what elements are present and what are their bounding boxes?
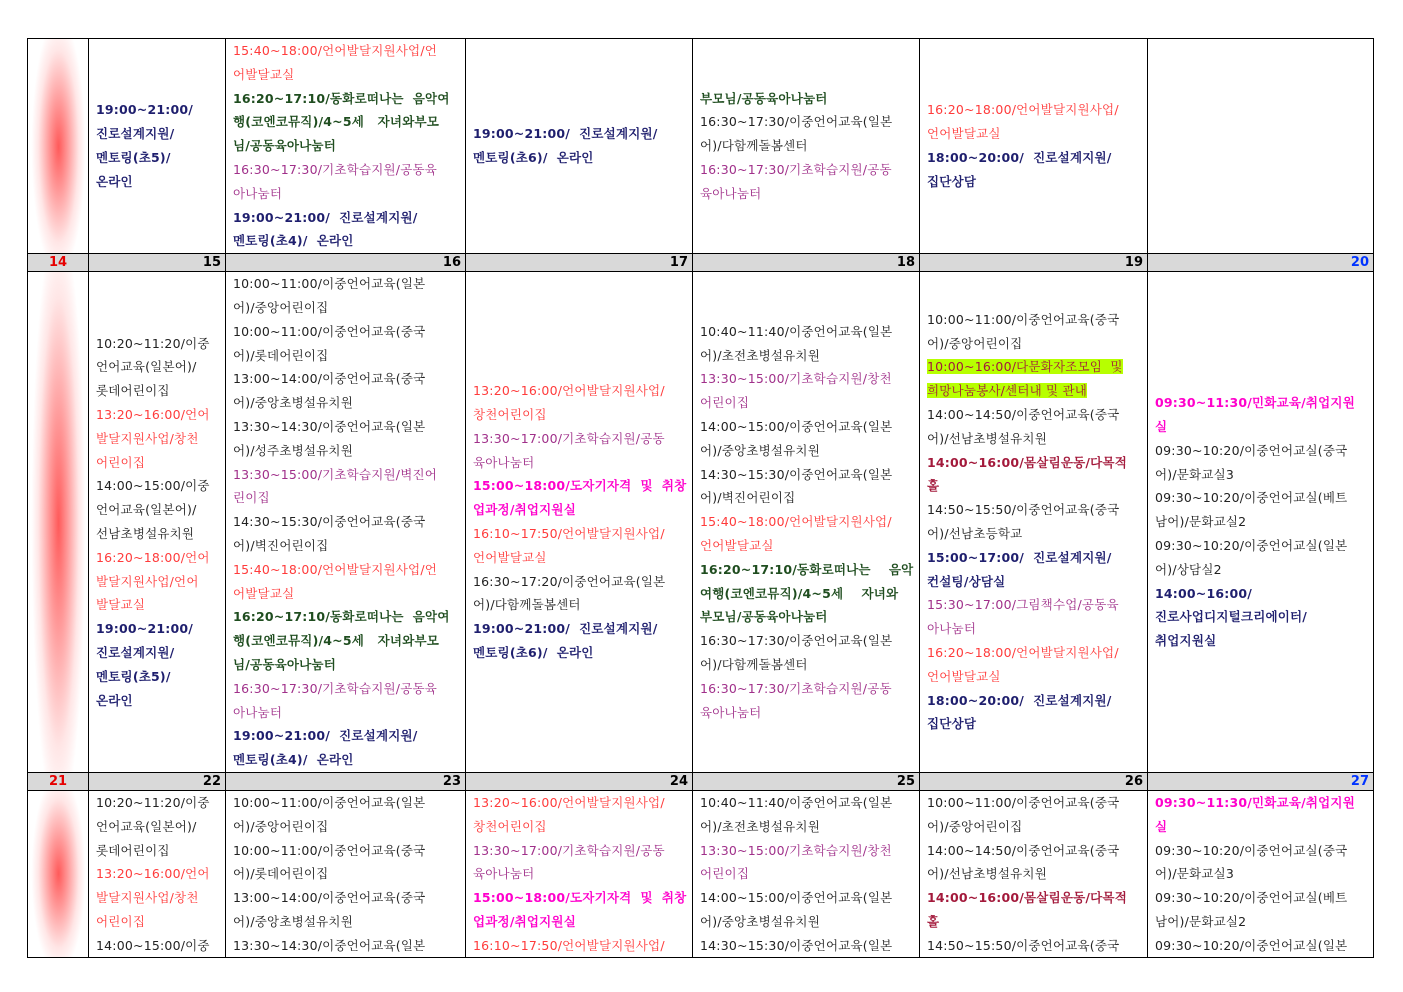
schedule-entry-line: 13:00~14:00/이중언어교육(중국 bbox=[233, 371, 426, 387]
schedule-entry-line: 어)/롯데어린이집 bbox=[233, 347, 329, 363]
schedule-entry-line: 16:30~17:30/기초학습지원/공동 bbox=[700, 680, 892, 696]
schedule-entry-line: 부모님/공동육아나눔터 bbox=[700, 90, 828, 106]
date-number: 20 bbox=[1148, 254, 1374, 272]
schedule-entry-line: 진로설계지원/ bbox=[96, 126, 175, 142]
schedule-entry-line: 어린이집 bbox=[700, 866, 750, 882]
schedule-entry-line: 16:30~17:30/기초학습지원/공동육 bbox=[233, 161, 438, 177]
day-cell bbox=[1148, 39, 1374, 254]
schedule-entry-line: 10:00~11:00/이중언어교육(중국 bbox=[927, 794, 1120, 810]
schedule-entry-line: 어)/중앙초병설유치원 bbox=[233, 395, 353, 411]
day-cell bbox=[466, 272, 693, 773]
date-number: 23 bbox=[226, 772, 466, 790]
schedule-entry-line: 어)/다함께돌봄센터 bbox=[700, 138, 808, 154]
schedule-entry-line: 멘토링(초4)/ 온라인 bbox=[233, 233, 354, 249]
day-cell bbox=[920, 790, 1148, 958]
schedule-entry-line: 진로설계지원/ bbox=[96, 645, 175, 661]
schedule-entry-line: 16:30~17:30/이중언어교육(일본 bbox=[700, 114, 893, 130]
schedule-entry-line: 멘토링(초4)/ 온라인 bbox=[233, 752, 354, 768]
schedule-entry-line: 진로사업디지털크리에이터/ bbox=[1155, 609, 1308, 625]
date-number: 24 bbox=[466, 772, 693, 790]
schedule-entry-line: 16:30~17:30/이중언어교육(일본 bbox=[700, 633, 893, 649]
schedule-entry-line: 님/공동육아나눔터 bbox=[233, 656, 336, 672]
schedule-entry-line: 롯데어린이집 bbox=[96, 383, 170, 399]
schedule-entry-line: 19:00~21:00/ 진로설계지원/ bbox=[233, 209, 418, 225]
sunday-cell bbox=[28, 790, 89, 958]
schedule-entry-line: 13:30~15:00/기초학습지원/창천 bbox=[700, 371, 892, 387]
schedule-entry-line: 어)/중앙어린이집 bbox=[233, 299, 329, 315]
schedule-entry-line: 아나눔터 bbox=[233, 185, 283, 201]
schedule-entry-line: 13:20~16:00/언어발달지원사업/ bbox=[473, 794, 665, 810]
schedule-entry-line: 어)/벽진어린이집 bbox=[700, 490, 796, 506]
schedule-entry-line: 여행(코엔코뮤직)/4~5세 자녀와 bbox=[700, 585, 899, 601]
schedule-entry-line: 어)/롯데어린이집 bbox=[233, 866, 329, 882]
schedule-entry-line: 16:30~17:30/기초학습지원/공동육 bbox=[233, 680, 438, 696]
schedule-entry-line: 컨설팅/상담실 bbox=[927, 573, 1006, 589]
schedule-entry-line: 발달지원사업/언어 bbox=[96, 573, 199, 589]
schedule-entry-line: 발달지원사업/창천 bbox=[96, 890, 199, 906]
schedule-entry-line: 선남초병설유치원 bbox=[96, 526, 195, 542]
schedule-entry-line: 언어발달교실 bbox=[700, 537, 774, 553]
schedule-entry-line: 발달지원사업/창천 bbox=[96, 430, 199, 446]
schedule-entry-line: 멘토링(초6)/ 온라인 bbox=[473, 645, 594, 661]
schedule-entry-line: 16:10~17:50/언어발달지원사업/ bbox=[473, 937, 665, 953]
schedule-entry-line: 16:30~17:20/이중언어교육(일본 bbox=[473, 573, 666, 589]
schedule-entry-line: 어)/중앙어린이집 bbox=[927, 818, 1023, 834]
day-cell bbox=[1148, 790, 1374, 958]
schedule-entry-line: 어발달교실 bbox=[233, 66, 295, 82]
week-row bbox=[28, 272, 1374, 773]
schedule-entry-line: 09:30~10:20/이중언어교실(일본 bbox=[1155, 937, 1348, 953]
schedule-entry-line: 님/공동육아나눔터 bbox=[233, 138, 336, 154]
schedule-entry-line: 10:00~11:00/이중언어교육(중국 bbox=[927, 311, 1120, 327]
day-cell bbox=[89, 272, 226, 773]
schedule-entry-line: 실 bbox=[1155, 418, 1168, 434]
schedule-entry-line: 14:00~15:00/이중언어교육(일본 bbox=[700, 890, 893, 906]
schedule-entry-line bbox=[927, 379, 1141, 403]
schedule-entry-line: 15:00~18:00/도자기자격 및 취창 bbox=[473, 478, 687, 494]
date-number: 26 bbox=[920, 772, 1148, 790]
schedule-entry-line: 아나눔터 bbox=[927, 621, 977, 637]
schedule-entry-line: 어)/다함께돌봄센터 bbox=[473, 597, 581, 613]
day-cell bbox=[89, 39, 226, 254]
schedule-entry-line: 15:40~18:00/언어발달지원사업/언 bbox=[233, 43, 438, 58]
schedule-entry-line: 10:40~11:40/이중언어교육(일본 bbox=[700, 794, 893, 810]
schedule-entry-line: 16:30~17:30/기초학습지원/공동 bbox=[700, 161, 892, 177]
date-number: 19 bbox=[920, 254, 1148, 272]
schedule-entry-line: 멘토링(초5)/ bbox=[96, 150, 171, 166]
schedule-entry-line: 어)/벽진어린이집 bbox=[233, 537, 329, 553]
schedule-entry-line: 언어발달교실 bbox=[927, 126, 1001, 142]
schedule-entry-line: 15:00~17:00/ 진로설계지원/ bbox=[927, 549, 1112, 565]
schedule-entry-line: 15:00~18:00/도자기자격 및 취창 bbox=[473, 890, 687, 906]
schedule-entry-line: 육아나눔터 bbox=[700, 185, 762, 201]
schedule-entry-line: 14:00~16:00/몸살림운동/다목적 bbox=[927, 454, 1127, 470]
schedule-entry-line: 15:40~18:00/언어발달지원사업/언 bbox=[233, 561, 438, 577]
schedule-entry-line bbox=[927, 355, 1141, 379]
schedule-entry-line: 홀 bbox=[927, 478, 940, 494]
schedule-entry-line: 14:00~15:00/이중언어교육(일본 bbox=[700, 418, 893, 434]
day-cell bbox=[466, 790, 693, 958]
schedule-entry-line: 10:00~11:00/이중언어교육(일본 bbox=[233, 276, 426, 292]
schedule-entry-line: 14:50~15:50/이중언어교육(중국 bbox=[927, 502, 1120, 518]
schedule-entry-line: 어)/문화교실3 bbox=[1155, 866, 1235, 882]
schedule-entry-line: 10:00~11:00/이중언어교육(중국 bbox=[233, 842, 426, 858]
schedule-entry-line: 16:10~17:50/언어발달지원사업/ bbox=[473, 526, 665, 542]
schedule-entry-line: 19:00~21:00/ bbox=[96, 102, 194, 118]
schedule-entry-line: 10:00~11:00/이중언어교육(중국 bbox=[233, 323, 426, 339]
schedule-entry-line: 집단상담 bbox=[927, 716, 977, 732]
highlighted-entry-text: 10:00~16:00/다문화자조모임 및 bbox=[927, 359, 1123, 375]
schedule-entry-line: 어)/다함께돌봄센터 bbox=[700, 656, 808, 672]
schedule-entry-line: 14:00~15:00/이중 bbox=[96, 937, 210, 953]
schedule-entry-line: 어발달교실 bbox=[233, 585, 295, 601]
week-row bbox=[28, 790, 1374, 958]
schedule-entry-line: 16:20~18:00/언어발달지원사업/ bbox=[927, 645, 1119, 661]
schedule-entry-line: 10:00~11:00/이중언어교육(일본 bbox=[233, 794, 426, 810]
schedule-entry-line: 어린이집 bbox=[700, 395, 750, 411]
day-cell bbox=[226, 790, 466, 958]
day-cell bbox=[1148, 272, 1374, 773]
schedule-entry-line: 14:50~15:50/이중언어교육(중국 bbox=[927, 937, 1120, 953]
schedule-entry-line: 어)/초전초병설유치원 bbox=[700, 347, 820, 363]
sunday-cell bbox=[28, 272, 89, 773]
schedule-entry-line: 09:30~10:20/이중언어교실(베트 bbox=[1155, 490, 1348, 506]
day-cell bbox=[693, 790, 920, 958]
schedule-entry-line: 어)/성주초병설유치원 bbox=[233, 442, 353, 458]
highlighted-entry-text: 희망나눔봉사/센터내 및 관내 bbox=[927, 383, 1088, 399]
schedule-entry-line: 14:30~15:30/이중언어교육(일본 bbox=[700, 937, 893, 953]
schedule-entry-line: 어)/중앙어린이집 bbox=[233, 818, 329, 834]
schedule-entry-line: 남어)/문화교실2 bbox=[1155, 514, 1247, 530]
schedule-entry-line: 14:30~15:30/이중언어교육(일본 bbox=[700, 466, 893, 482]
day-cell bbox=[89, 790, 226, 958]
schedule-entry-line: 어)/중앙초병설유치원 bbox=[233, 913, 353, 929]
schedule-entry-line: 14:00~16:00/몸살림운동/다목적 bbox=[927, 890, 1127, 906]
schedule-entry-line: 육아나눔터 bbox=[473, 454, 535, 470]
date-number: 25 bbox=[693, 772, 920, 790]
schedule-entry-line: 어)/상담실2 bbox=[1155, 561, 1222, 577]
schedule-entry-line: 13:30~15:00/기초학습지원/창천 bbox=[700, 842, 892, 858]
schedule-entry-line: 부모님/공동육아나눔터 bbox=[700, 609, 828, 625]
schedule-entry-line: 14:00~14:50/이중언어교육(중국 bbox=[927, 842, 1120, 858]
monthly-schedule-calendar bbox=[27, 38, 1374, 958]
schedule-entry-line: 09:30~11:30/민화교육/취업지원 bbox=[1155, 395, 1355, 411]
schedule-entry-line: 16:20~18:00/언어 bbox=[96, 549, 210, 565]
schedule-entry-line: 아나눔터 bbox=[233, 704, 283, 720]
schedule-entry-line: 언어교육(일본어)/ bbox=[96, 502, 197, 518]
date-number: 16 bbox=[226, 254, 466, 272]
schedule-entry-line: 롯데어린이집 bbox=[96, 842, 170, 858]
schedule-entry-line: 언어발달교실 bbox=[927, 668, 1001, 684]
schedule-entry-line: 13:20~16:00/언어발달지원사업/ bbox=[473, 383, 665, 399]
schedule-entry-line: 13:00~14:00/이중언어교육(중국 bbox=[233, 890, 426, 906]
schedule-entry-line: 집단상담 bbox=[927, 173, 977, 189]
schedule-entry-line: 18:00~20:00/ 진로설계지원/ bbox=[927, 150, 1112, 166]
date-number: 21 bbox=[28, 772, 89, 790]
schedule-entry-line: 09:30~10:20/이중언어교실(일본 bbox=[1155, 537, 1348, 553]
sunday-cell bbox=[28, 39, 89, 254]
schedule-entry-line: 14:00~16:00/ bbox=[1155, 585, 1253, 601]
schedule-entry-line: 업과정/취업지원실 bbox=[473, 913, 576, 929]
schedule-entry-line: 15:30~17:00/그림책수업/공동육 bbox=[927, 597, 1119, 613]
schedule-entry-line: 09:30~11:30/민화교육/취업지원 bbox=[1155, 794, 1355, 810]
schedule-entry-line: 18:00~20:00/ 진로설계지원/ bbox=[927, 692, 1112, 708]
schedule-entry-line: 남어)/문화교실2 bbox=[1155, 913, 1247, 929]
schedule-entry-line: 린이집 bbox=[233, 490, 270, 506]
schedule-entry-line: 어)/초전초병설유치원 bbox=[700, 818, 820, 834]
date-header-row bbox=[28, 254, 1374, 272]
day-cell bbox=[226, 272, 466, 773]
schedule-entry-line: 13:30~17:00/기초학습지원/공동 bbox=[473, 430, 665, 446]
date-header-row bbox=[28, 772, 1374, 790]
schedule-entry-line: 온라인 bbox=[96, 173, 133, 189]
schedule-entry-line: 19:00~21:00/ 진로설계지원/ bbox=[233, 728, 418, 744]
schedule-entry-line: 13:30~17:00/기초학습지원/공동 bbox=[473, 842, 665, 858]
day-cell bbox=[466, 39, 693, 254]
day-cell bbox=[693, 272, 920, 773]
schedule-entry-line: 행(코엔코뮤직)/4~5세 자녀와부모 bbox=[233, 633, 440, 649]
schedule-entry-line: 어)/중앙초병설유치원 bbox=[700, 913, 820, 929]
day-cell bbox=[920, 272, 1148, 773]
schedule-entry-line: 홀 bbox=[927, 913, 940, 929]
schedule-entry-line: 13:30~14:30/이중언어교육(일본 bbox=[233, 937, 426, 953]
schedule-entry-line: 14:00~15:00/이중 bbox=[96, 478, 210, 494]
schedule-entry-line: 14:30~15:30/이중언어교육(중국 bbox=[233, 514, 426, 530]
day-cell bbox=[920, 39, 1148, 254]
schedule-entry-line: 16:20~17:10/동화로떠나는 음악 bbox=[700, 561, 914, 577]
schedule-entry-line: 10:20~11:20/이중 bbox=[96, 794, 210, 810]
day-cell bbox=[226, 39, 466, 254]
schedule-entry-line: 어)/중앙어린이집 bbox=[927, 335, 1023, 351]
schedule-entry-line: 어)/선남초병설유치원 bbox=[927, 430, 1047, 446]
schedule-entry-line: 언어교육(일본어)/ bbox=[96, 359, 197, 375]
schedule-entry-line: 창천어린이집 bbox=[473, 818, 547, 834]
schedule-entry-line: 13:30~14:30/이중언어교육(일본 bbox=[233, 418, 426, 434]
schedule-entry-line: 어)/선남초등학교 bbox=[927, 526, 1023, 542]
date-number: 27 bbox=[1148, 772, 1374, 790]
schedule-entry-line: 어린이집 bbox=[96, 913, 146, 929]
schedule-entry-line: 19:00~21:00/ 진로설계지원/ bbox=[473, 621, 658, 637]
schedule-entry-line: 19:00~21:00/ 진로설계지원/ bbox=[473, 126, 658, 142]
schedule-entry-line: 10:40~11:40/이중언어교육(일본 bbox=[700, 323, 893, 339]
schedule-entry-line: 행(코엔코뮤직)/4~5세 자녀와부모 bbox=[233, 114, 440, 130]
schedule-entry-line: 육아나눔터 bbox=[700, 704, 762, 720]
schedule-entry-line: 16:20~17:10/동화로떠나는 음악여 bbox=[233, 609, 450, 625]
schedule-entry-line: 16:20~18:00/언어발달지원사업/ bbox=[927, 102, 1119, 118]
schedule-entry-line: 어)/중앙초병설유치원 bbox=[700, 442, 820, 458]
schedule-entry-line: 취업지원실 bbox=[1155, 633, 1217, 649]
schedule-entry-line: 실 bbox=[1155, 818, 1168, 834]
schedule-entry-line: 멘토링(초5)/ bbox=[96, 668, 171, 684]
schedule-entry-line: 언어발달교실 bbox=[473, 549, 547, 565]
schedule-entry-line: 언어교육(일본어)/ bbox=[96, 818, 197, 834]
schedule-entry-line: 어린이집 bbox=[96, 454, 146, 470]
date-number: 14 bbox=[28, 254, 89, 272]
day-cell bbox=[693, 39, 920, 254]
date-number: 15 bbox=[89, 254, 226, 272]
schedule-entry-line: 14:00~14:50/이중언어교육(중국 bbox=[927, 407, 1120, 423]
schedule-entry-line: 온라인 bbox=[96, 692, 133, 708]
schedule-entry-line: 10:20~11:20/이중 bbox=[96, 335, 210, 351]
schedule-entry-line: 13:30~15:00/기초학습지원/벽진어 bbox=[233, 466, 438, 482]
week-row bbox=[28, 39, 1374, 254]
schedule-entry-line: 어)/문화교실3 bbox=[1155, 466, 1235, 482]
schedule-entry-line: 09:30~10:20/이중언어교실(중국 bbox=[1155, 842, 1348, 858]
schedule-entry-line: 발달교실 bbox=[96, 597, 146, 613]
schedule-entry-line: 16:20~17:10/동화로떠나는 음악여 bbox=[233, 90, 450, 106]
date-number: 17 bbox=[466, 254, 693, 272]
schedule-entry-line: 15:40~18:00/언어발달지원사업/ bbox=[700, 514, 892, 530]
schedule-entry-line: 육아나눔터 bbox=[473, 866, 535, 882]
schedule-entry-line: 어)/선남초병설유치원 bbox=[927, 866, 1047, 882]
date-number: 18 bbox=[693, 254, 920, 272]
schedule-entry-line: 19:00~21:00/ bbox=[96, 621, 194, 637]
schedule-entry-line: 13:20~16:00/언어 bbox=[96, 866, 210, 882]
schedule-entry-line: 멘토링(초6)/ 온라인 bbox=[473, 150, 594, 166]
date-number: 22 bbox=[89, 772, 226, 790]
schedule-entry-line: 09:30~10:20/이중언어교실(중국 bbox=[1155, 442, 1348, 458]
schedule-entry-line: 13:20~16:00/언어 bbox=[96, 407, 210, 423]
schedule-entry-line: 09:30~10:20/이중언어교실(베트 bbox=[1155, 890, 1348, 906]
schedule-entry-line: 창천어린이집 bbox=[473, 407, 547, 423]
schedule-entry-line: 업과정/취업지원실 bbox=[473, 502, 576, 518]
